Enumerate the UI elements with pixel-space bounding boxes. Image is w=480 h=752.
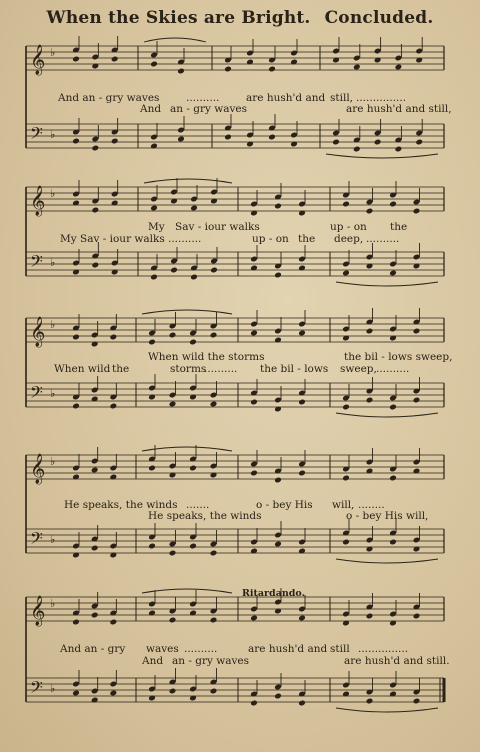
note-head-icon	[169, 332, 177, 339]
lyric: sweep,	[340, 363, 377, 375]
note-head-icon	[274, 272, 282, 279]
slur	[142, 310, 232, 314]
note-head-icon	[298, 330, 306, 337]
slur	[326, 154, 438, 158]
lyric: are hush'd and	[246, 92, 326, 104]
note-head-icon	[170, 267, 178, 274]
treble-clef-icon: 𝄞	[30, 596, 46, 626]
note-head-icon	[111, 138, 119, 145]
note-head-icon	[353, 64, 361, 71]
note-head-icon	[91, 612, 99, 619]
note-head-icon	[148, 543, 156, 550]
note-head-icon	[91, 545, 99, 552]
note-head-icon	[72, 403, 80, 410]
note-head-icon	[298, 399, 306, 406]
lyric: the	[112, 363, 130, 375]
lyric: ..........	[204, 363, 238, 375]
lyric: o - bey His will,	[346, 510, 429, 522]
note-head-icon	[72, 334, 80, 341]
slur	[336, 708, 438, 712]
note-head-icon	[189, 339, 197, 346]
note-head-icon	[224, 134, 232, 141]
note-head-icon	[274, 541, 282, 548]
note-head-icon	[389, 270, 397, 277]
lyric: are hush'd and still,	[346, 103, 452, 115]
lyric: storms	[170, 363, 207, 375]
slur	[336, 282, 438, 286]
lyric: Sav - iour walks	[175, 221, 260, 233]
treble-clef-icon: 𝄞	[30, 45, 46, 75]
lyric: When wild	[54, 363, 111, 375]
note-head-icon	[91, 467, 99, 474]
slur	[144, 179, 232, 183]
note-head-icon	[177, 68, 185, 75]
note-head-icon	[190, 274, 198, 281]
note-head-icon	[353, 146, 361, 153]
note-head-icon	[111, 56, 119, 63]
note-head-icon	[389, 201, 397, 208]
note-head-icon	[366, 208, 374, 215]
tempo-marking: Ritardando.	[242, 588, 305, 599]
lyric: an - gry waves	[172, 655, 250, 667]
lyric: ..........	[184, 643, 218, 655]
note-head-icon	[413, 698, 421, 705]
lyric: He speaks, the winds	[148, 510, 262, 522]
note-head-icon	[72, 138, 80, 145]
lyric: the bil - lows	[260, 363, 329, 375]
note-head-icon	[413, 613, 421, 620]
note-head-icon	[268, 66, 276, 73]
note-head-icon	[389, 404, 397, 411]
note-head-icon	[150, 205, 158, 212]
lyric: are hush'd and still.	[344, 655, 450, 667]
lyric: He speaks, the winds	[64, 499, 178, 511]
note-head-icon	[148, 465, 156, 472]
note-head-icon	[342, 404, 350, 411]
flat-sign-icon: ♭	[50, 128, 56, 141]
lyric: And an - gry waves	[58, 92, 160, 104]
lyric: are hush'd and	[248, 643, 328, 655]
lyric: ...............	[358, 643, 409, 655]
lyric: ..........	[376, 363, 410, 375]
lyric: up - on	[252, 233, 289, 245]
treble-clef-icon: 𝄞	[30, 454, 46, 484]
note-head-icon	[169, 617, 177, 624]
bass-clef-icon: 𝄢	[30, 677, 43, 701]
note-head-icon	[177, 136, 185, 143]
note-head-icon	[274, 477, 282, 484]
note-head-icon	[274, 693, 282, 700]
note-head-icon	[210, 688, 218, 695]
note-head-icon	[413, 328, 421, 335]
flat-sign-icon: ♭	[50, 318, 56, 331]
flat-sign-icon: ♭	[50, 187, 56, 200]
lyric: And an - gry	[60, 643, 126, 655]
note-head-icon	[389, 539, 397, 546]
bass-clef-icon: 𝄢	[30, 123, 43, 147]
note-head-icon	[150, 61, 158, 68]
lyric: an - gry waves	[170, 103, 248, 115]
lyric: ..........	[366, 233, 400, 245]
note-head-icon	[169, 550, 177, 557]
treble-clef-icon: 𝄞	[30, 186, 46, 216]
flat-sign-icon: ♭	[50, 597, 56, 610]
slur	[336, 559, 438, 563]
note-head-icon	[298, 470, 306, 477]
lyric: will,	[332, 499, 355, 511]
note-head-icon	[413, 397, 421, 404]
flat-sign-icon: ♭	[50, 533, 56, 546]
note-head-icon	[92, 262, 100, 269]
lyric: ..........	[168, 233, 202, 245]
note-head-icon	[342, 270, 350, 277]
note-head-icon	[366, 698, 374, 705]
note-head-icon	[210, 550, 218, 557]
lyric: deep,	[334, 233, 364, 245]
lyric: ...............	[356, 92, 407, 104]
note-head-icon	[389, 475, 397, 482]
lyric: o - bey His	[256, 499, 313, 511]
note-head-icon	[92, 145, 100, 152]
note-head-icon	[250, 470, 258, 477]
title-suffix: Concluded.	[324, 8, 434, 28]
note-head-icon	[92, 207, 100, 214]
lyric: still	[330, 643, 350, 655]
note-head-icon	[413, 208, 421, 215]
bass-clef-icon: 𝄢	[30, 382, 43, 406]
note-head-icon	[224, 66, 232, 73]
note-head-icon	[268, 134, 276, 141]
note-head-icon	[72, 56, 80, 63]
slur	[144, 38, 206, 42]
lyric: And	[142, 655, 164, 667]
note-head-icon	[210, 401, 218, 408]
note-head-icon	[250, 330, 258, 337]
lyric: the	[390, 221, 408, 233]
note-head-icon	[190, 205, 198, 212]
note-head-icon	[150, 274, 158, 281]
note-head-icon	[366, 397, 374, 404]
bass-clef-icon: 𝄢	[30, 528, 43, 552]
note-head-icon	[332, 139, 340, 146]
flat-sign-icon: ♭	[50, 455, 56, 468]
note-head-icon	[250, 700, 258, 707]
lyric: ..........	[186, 92, 220, 104]
note-head-icon	[250, 399, 258, 406]
note-head-icon	[210, 267, 218, 274]
note-head-icon	[298, 615, 306, 622]
note-head-icon	[110, 334, 118, 341]
note-head-icon	[274, 203, 282, 210]
note-head-icon	[374, 139, 382, 146]
note-head-icon	[342, 475, 350, 482]
flat-sign-icon: ♭	[50, 256, 56, 269]
note-head-icon	[72, 619, 80, 626]
note-head-icon	[72, 690, 80, 697]
note-head-icon	[395, 64, 403, 71]
bass-clef-icon: 𝄢	[30, 251, 43, 275]
lyric: up - on	[330, 221, 367, 233]
flat-sign-icon: ♭	[50, 46, 56, 59]
lyric: the bil - lows sweep,	[344, 351, 453, 363]
slur	[142, 589, 232, 593]
lyric: .......	[186, 499, 210, 511]
slur	[336, 413, 438, 417]
lyric: ........	[358, 499, 385, 511]
treble-clef-icon: 𝄞	[30, 317, 46, 347]
note-head-icon	[110, 690, 118, 697]
lyric: My Sav - iour walks	[60, 233, 165, 245]
flat-sign-icon: ♭	[50, 682, 56, 695]
lyric: still,	[330, 92, 354, 104]
note-head-icon	[366, 613, 374, 620]
note-head-icon	[189, 543, 197, 550]
note-head-icon	[415, 139, 423, 146]
note-head-icon	[342, 201, 350, 208]
flat-sign-icon: ♭	[50, 387, 56, 400]
note-head-icon	[298, 700, 306, 707]
note-head-icon	[110, 403, 118, 410]
note-head-icon	[169, 688, 177, 695]
slur	[142, 447, 232, 451]
title-main: When the Skies are Bright.	[46, 8, 311, 28]
note-head-icon	[189, 465, 197, 472]
note-head-icon	[250, 615, 258, 622]
lyric: When wild the storms	[148, 351, 265, 363]
note-head-icon	[366, 328, 374, 335]
lyric: waves	[146, 643, 179, 655]
note-head-icon	[210, 332, 218, 339]
note-head-icon	[148, 339, 156, 346]
lyric: My	[148, 221, 165, 233]
lyric: And	[140, 103, 162, 115]
note-head-icon	[210, 617, 218, 624]
note-head-icon	[342, 539, 350, 546]
note-head-icon	[110, 619, 118, 626]
note-head-icon	[395, 146, 403, 153]
note-head-icon	[169, 401, 177, 408]
lyric: the	[298, 233, 316, 245]
